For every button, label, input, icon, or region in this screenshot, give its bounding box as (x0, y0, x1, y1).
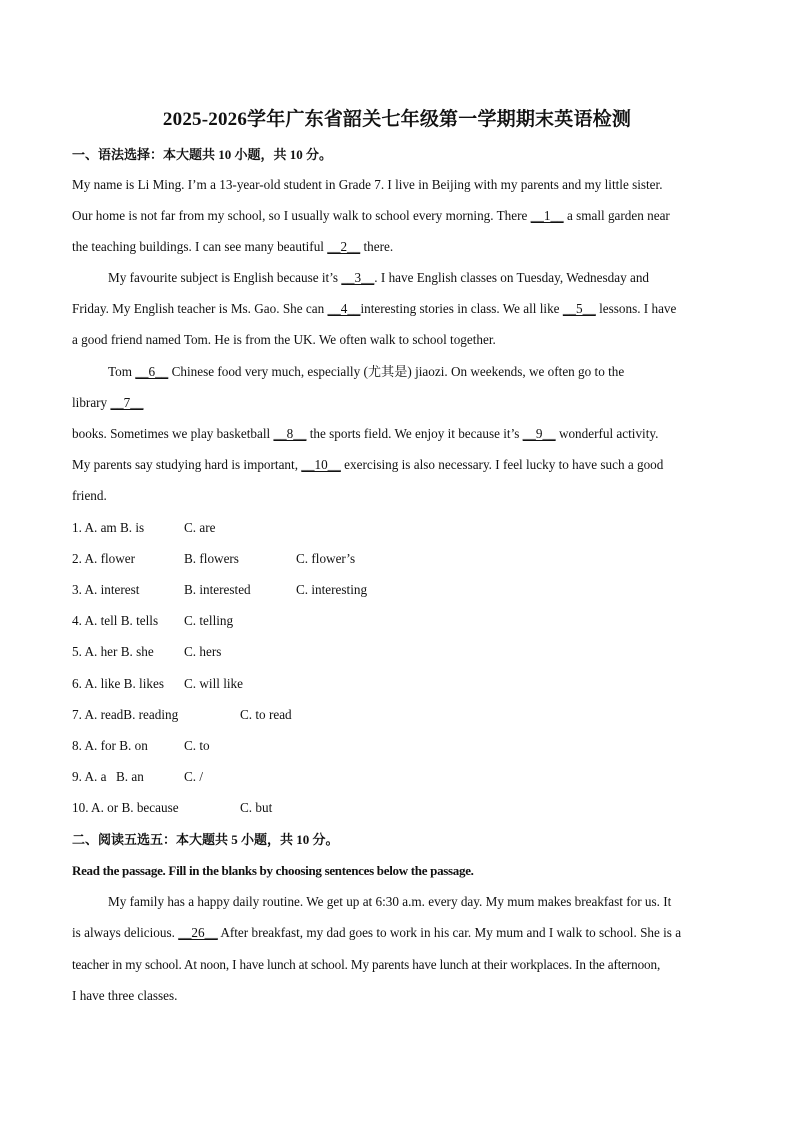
text: After breakfast, my dad goes to work in his car. My mum and I walk to school. She is a (217, 925, 682, 940)
text: Our home is not far from my school, so I usually walk to school every morning. There (72, 208, 531, 223)
passage3-line-4 (72, 458, 663, 471)
blank-3[interactable]: __3__ (341, 270, 375, 285)
text: is always delicious. (72, 925, 179, 940)
blank-2[interactable]: __2__ (327, 239, 361, 254)
blank-26[interactable]: __26__ (178, 925, 218, 940)
section2-instruction: Read the passage. Fill in the blanks by choosing sentences below the passage. (72, 863, 474, 878)
option-c[interactable]: C. telling (184, 613, 234, 628)
passage3-line-5: friend. (72, 488, 107, 503)
option-ab[interactable]: 4. A. tell B. tells (72, 613, 159, 628)
passage3-line-1 (108, 365, 624, 378)
text: Friday. My English teacher is Ms. Gao. She can (72, 301, 328, 316)
blank-6[interactable]: __6__ (135, 364, 169, 379)
text: there. (360, 239, 394, 254)
passage3-line-3 (72, 427, 658, 440)
option-c[interactable]: C. / (184, 769, 204, 784)
option-a[interactable]: 3. A. interest (72, 582, 140, 597)
section1-heading: 一、语法选择：本大题共 10 小题，共 10 分。 (72, 147, 333, 162)
page-title: 2025-2026学年广东省韶关七年级第一学期期末英语检测 (162, 109, 632, 130)
option-c[interactable]: C. are (184, 520, 216, 535)
text: lessons. I have (595, 301, 677, 316)
option-c[interactable]: C. hers (184, 644, 222, 659)
option-c[interactable]: C. to (184, 738, 210, 753)
option-c[interactable]: C. but (240, 800, 273, 815)
passage4-line-2 (72, 926, 681, 939)
option-b[interactable]: B. an (116, 769, 144, 784)
passage1-line-1: My name is Li Ming. I’m a 13-year-old student in Grade 7. I live in Beijing with my parents and my little sister. (72, 177, 663, 192)
passage2-line-1 (108, 271, 649, 284)
passage1-line-3 (72, 240, 393, 253)
option-a[interactable]: 9. A. a (72, 769, 107, 784)
option-c[interactable]: C. interesting (296, 582, 368, 597)
passage4-line-4: I have three classes. (72, 988, 178, 1003)
text: the teaching buildings. I can see many beautiful (72, 239, 328, 254)
text: Tom (108, 364, 136, 379)
passage3-line-2 (72, 396, 143, 409)
text: exercising is also necessary. I feel lucky to have such a good (340, 457, 664, 472)
blank-5[interactable]: __5__ (562, 301, 596, 316)
option-ab[interactable]: 1. A. am B. is (72, 520, 145, 535)
blank-7[interactable]: __7__ (110, 395, 144, 410)
text: wonderful activity. (555, 426, 659, 441)
text: My parents say studying hard is important, (72, 457, 302, 472)
blank-1[interactable]: __1__ (530, 208, 564, 223)
text: . I have English classes on Tuesday, Wednesday and (374, 270, 650, 285)
text: library (72, 395, 111, 410)
option-ab[interactable]: 10. A. or B. because (72, 800, 179, 815)
option-b[interactable]: B. interested (184, 582, 251, 597)
section2-heading: 二、阅读五选五：本大题共 5 小题，共 10 分。 (72, 832, 339, 847)
passage4-line-1: My family has a happy daily routine. We get up at 6:30 a.m. every day. My mum makes breakfast for us. It (108, 894, 672, 909)
passage4-line-3: teacher in my school. At noon, I have lunch at school. My parents have lunch at their workplaces. In the afternoon, (72, 957, 661, 972)
text: books. Sometimes we play basketball (72, 426, 274, 441)
option-c[interactable]: C. flower’s (296, 551, 356, 566)
option-ab[interactable]: 8. A. for B. on (72, 738, 148, 753)
text: Chinese food very much, especially (尤其是) jiaozi. On weekends, we often go to the (168, 364, 625, 379)
option-ab[interactable]: 6. A. like B. likes (72, 676, 164, 691)
text: interesting stories in class. We all like (360, 301, 563, 316)
passage2-line-3: a good friend named Tom. He is from the UK. We often walk to school together. (72, 332, 496, 347)
passage1-line-2 (72, 209, 670, 222)
option-ab[interactable]: 5. A. her B. she (72, 644, 154, 659)
option-c[interactable]: C. to read (240, 707, 292, 722)
option-ab[interactable]: 7. A. readB. reading (72, 707, 179, 722)
text: My favourite subject is English because it’s (108, 270, 342, 285)
blank-8[interactable]: __8__ (273, 426, 307, 441)
option-c[interactable]: C. will like (184, 676, 243, 691)
blank-10[interactable]: __10__ (301, 457, 341, 472)
text: a small garden near (563, 208, 670, 223)
option-b[interactable]: B. flowers (184, 551, 239, 566)
text: the sports field. We enjoy it because it’s (306, 426, 523, 441)
blank-9[interactable]: __9__ (522, 426, 556, 441)
option-a[interactable]: 2. A. flower (72, 551, 135, 566)
passage2-line-2 (72, 302, 676, 315)
blank-4[interactable]: __4__ (327, 301, 361, 316)
